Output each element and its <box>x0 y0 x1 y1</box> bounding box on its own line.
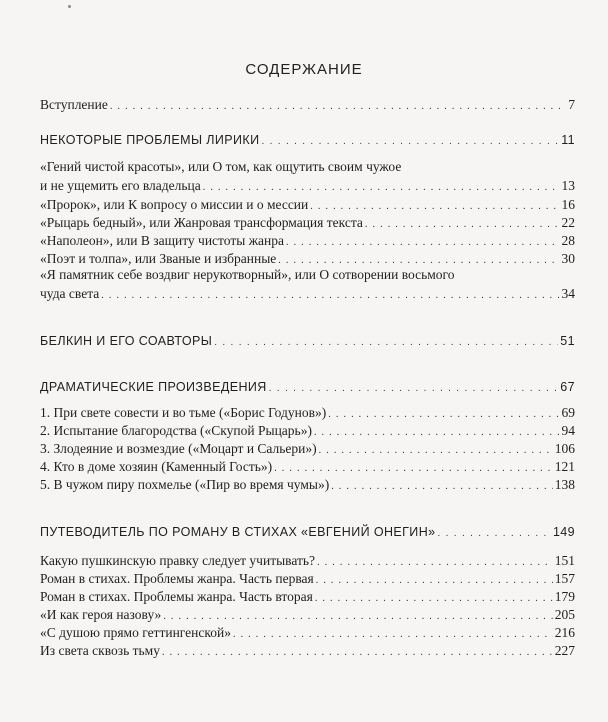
dot-leader <box>437 522 550 544</box>
dot-leader <box>331 475 553 497</box>
toc-entry-title: «И как героя назову» <box>40 607 162 622</box>
toc-entry-part-one <box>40 569 575 589</box>
dot-leader <box>261 130 559 152</box>
toc-page-number: 69 <box>561 405 575 420</box>
toc-entry-title: 5. В чужом пиру похмелье («Пир во время чумы») <box>40 477 330 492</box>
toc-entry-pir <box>40 475 575 495</box>
toc-page-number: 51 <box>560 334 575 348</box>
toc-page-number: 94 <box>561 423 575 438</box>
toc-entry-pamyatnik-line1: «Я памятник себе воздвиг нерукотворный», или О сотворении восьмого <box>40 267 455 282</box>
toc-entry-prorok <box>40 195 575 215</box>
toc-page-number: 179 <box>554 589 575 604</box>
toc-entry-napoleon <box>40 231 575 251</box>
dot-leader <box>269 377 559 399</box>
toc-page-number: 227 <box>554 643 575 658</box>
toc-page-number: 7 <box>568 97 575 112</box>
toc-entry-iz-sveta <box>40 641 575 661</box>
dot-leader <box>162 641 553 663</box>
toc-section-lyrics <box>40 130 575 150</box>
toc-entry-title: Роман в стихах. Проблемы жанра. Часть первая <box>40 571 314 586</box>
toc-entry-kamenny <box>40 457 575 477</box>
toc-entry-title: 4. Кто в доме хозяин (Каменный Гость») <box>40 459 273 474</box>
toc-page-number: 67 <box>560 380 575 394</box>
toc-entry-gettingen <box>40 623 575 643</box>
toc-entry-title: «С душою прямо геттингенской» <box>40 625 231 640</box>
dot-leader <box>101 284 559 306</box>
toc-section-onegin <box>40 522 575 542</box>
toc-section-title: ПУТЕВОДИТЕЛЬ ПО РОМАНУ В СТИХАХ «ЕВГЕНИЙ ОНЕГИН» <box>40 525 436 539</box>
toc-page-number: 205 <box>554 607 575 622</box>
toc-section-title: НЕКОТОРЫЕ ПРОБЛЕМЫ ЛИРИКИ <box>40 133 260 147</box>
toc-page-number: 11 <box>561 133 575 147</box>
toc-entry-title: и не ущемить его владельца <box>40 178 201 193</box>
toc-entry-title: «Наполеон», или В защиту чистоты жанра <box>40 233 284 248</box>
toc-section-drama <box>40 377 575 397</box>
toc-entry-genius-line1: «Гений чистой красоты», или О том, как ощутить своим чужое <box>40 159 402 174</box>
toc-page-number: 13 <box>561 178 575 193</box>
toc-entry-title: Роман в стихах. Проблемы жанра. Часть вторая <box>40 589 313 604</box>
toc-section-title: БЕЛКИН И ЕГО СОАВТОРЫ <box>40 334 213 348</box>
toc-page-number: 157 <box>554 571 575 586</box>
toc-section-title: ДРАМАТИЧЕСКИЕ ПРОИЗВЕДЕНИЯ <box>40 380 267 394</box>
toc-entry-title: 3. Злодеяние и возмездие («Моцарт и Сальери») <box>40 441 317 456</box>
toc-page-number: 121 <box>554 459 575 474</box>
toc-page-number: 216 <box>554 625 575 640</box>
toc-entry-mozart <box>40 439 575 459</box>
toc-entry-geroya <box>40 605 575 625</box>
toc-entry-title: Какую пушкинскую правку следует учитывать? <box>40 553 316 568</box>
toc-entry-intro <box>40 95 575 115</box>
toc-page-number: 106 <box>554 441 575 456</box>
toc-page-number: 34 <box>561 286 575 301</box>
toc-page-number: 22 <box>561 215 575 230</box>
page-title: СОДЕРЖАНИЕ <box>245 61 363 78</box>
toc-entry-skupoy <box>40 421 575 441</box>
toc-entry-genius <box>40 176 575 196</box>
toc-section-belkin <box>40 331 575 351</box>
print-mark <box>68 5 71 8</box>
toc-page-number: 149 <box>552 525 575 539</box>
toc-entry-title: чуда света <box>40 286 100 301</box>
toc-page-number: 151 <box>554 553 575 568</box>
toc-entry-rytsar <box>40 213 575 233</box>
toc-page-number: 30 <box>561 251 575 266</box>
toc-entry-title: Из света сквозь тьму <box>40 643 160 658</box>
toc-entry-part-two <box>40 587 575 607</box>
toc-entry-title: «Рыцарь бедный», или Жанровая трансформация текста <box>40 215 363 230</box>
toc-page-number: 138 <box>554 477 575 492</box>
dot-leader <box>110 95 566 117</box>
toc-page-number: 28 <box>561 233 575 248</box>
toc-entry-title: 1. При свете совести и во тьме («Борис Годунов») <box>40 405 327 420</box>
toc-entry-title: Вступление <box>40 97 108 112</box>
toc-page-number: 16 <box>561 197 575 212</box>
toc-entry-godunov <box>40 403 575 423</box>
toc-entry-title: «Поэт и толпа», или Званые и избранные <box>40 251 277 266</box>
toc-entry-pravka <box>40 551 575 571</box>
dot-leader <box>214 331 558 353</box>
toc-entry-pamyatnik <box>40 284 575 304</box>
toc-entry-title: 2. Испытание благородства («Скупой Рыцарь») <box>40 423 312 438</box>
toc-entry-title: «Пророк», или К вопросу о миссии и о мессии <box>40 197 309 212</box>
